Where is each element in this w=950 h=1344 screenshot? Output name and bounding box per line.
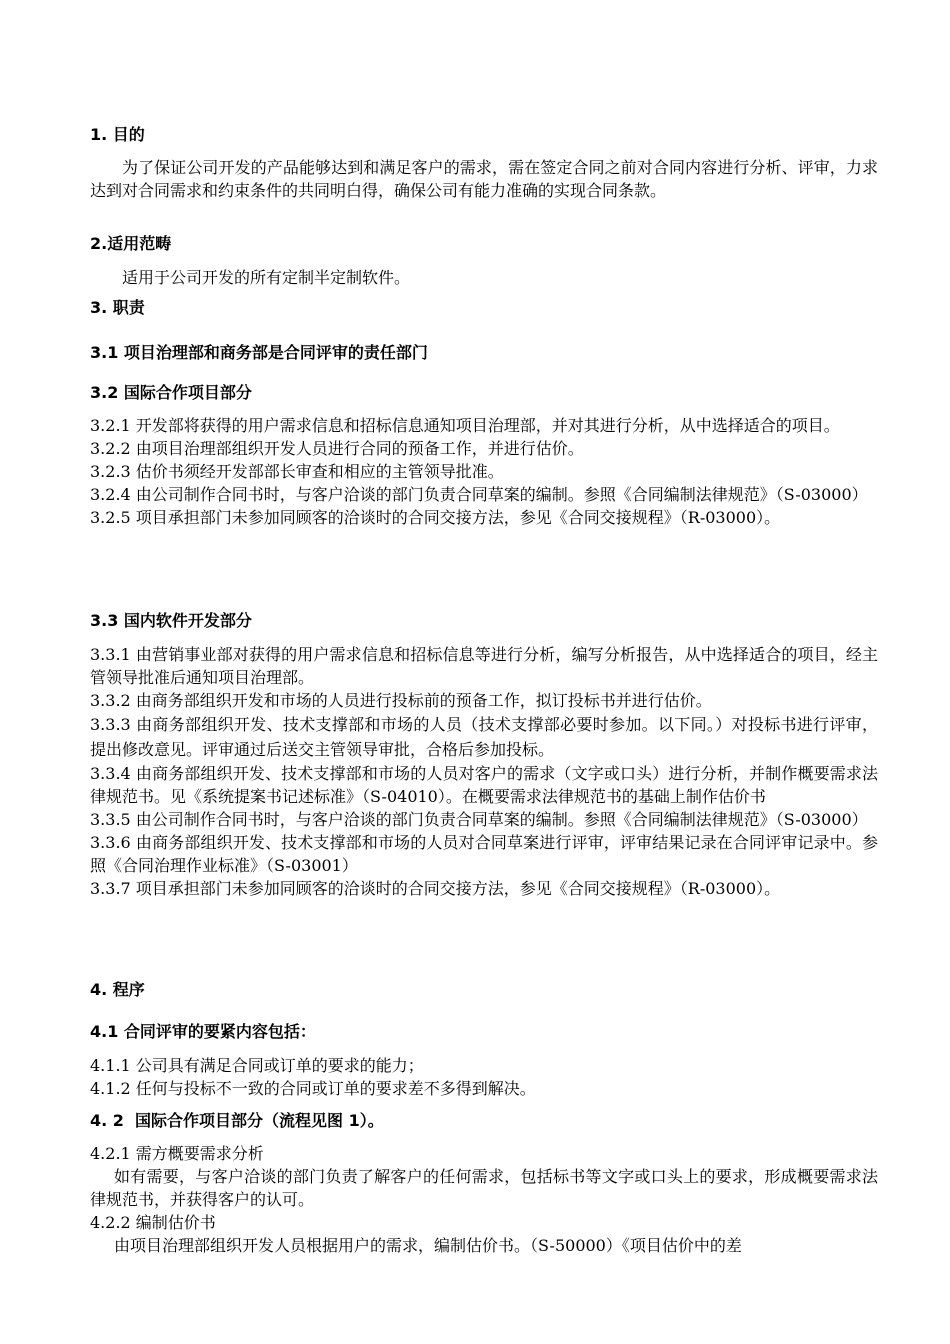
section-1-body: 为了保证公司开发的产品能够达到和满足客户的需求，需在签定合同之前对合同内容进行分析、评审，力求达到对合同需求和约束条件的共同明白得，确保公司有能力准确的实现合同条款。: [90, 158, 878, 200]
section-3-2-list: [90, 414, 878, 529]
section-3-heading: 3. 职责: [90, 298, 145, 317]
list-item: 3.3.5 由公司制作合同书时，与客户洽谈的部门负责合同草案的编制。参照《合同编制法律规范》（S-03000）: [90, 810, 868, 829]
list-item: 3.3.4 由商务部组织开发、技术支撑部和市场的人员对客户的需求（文字或口头）进行分析，并制作概要需求法律规范书。见《系统提案书记述标准》（S-04010）。在概要需求法律规范书的基础上制作估价书: [90, 764, 878, 806]
list-item: 3.2.3 估价书须经开发部部长审查和相应的主管领导批准。: [90, 462, 504, 481]
section-2-body: 适用于公司开发的所有定制半定制软件。: [122, 268, 411, 287]
list-item: 3.3.7 项目承担部门未参加同顾客的洽谈时的合同交接方法，参见《合同交接规程》（R-03000）。: [90, 879, 781, 898]
section-4-1-list: [90, 1054, 878, 1100]
section-1-heading: 1. 目的: [90, 125, 145, 144]
list-item: 4.1.2 任何与投标不一致的合同或订单的要求差不多得到解决。: [90, 1079, 536, 1098]
section-4-2-body: [90, 1142, 878, 1257]
section-3-3-list: [90, 643, 878, 900]
list-item: 3.3.6 由商务部组织开发、技术支撑部和市场的人员对合同草案进行评审，评审结果记录在合同评审记录中。参照《合同治理作业标准》（S-03001）: [90, 833, 878, 875]
list-item: 3.2.1 开发部将获得的用户需求信息和招标信息通知项目治理部，并对其进行分析，从中选择适合的项目。: [90, 416, 840, 435]
section-4-1-heading: 4.1 合同评审的要紧内容包括：: [90, 1022, 316, 1041]
subsection-body: 如有需要，与客户洽谈的部门负责了解客户的任何需求，包括标书等文字或口头上的要求，形成概要需求法律规范书，并获得客户的认可。: [90, 1167, 878, 1209]
list-item: 3.2.4 由公司制作合同书时，与客户洽谈的部门负责合同草案的编制。参照《合同编制法律规范》（S-03000）: [90, 485, 868, 504]
section-3-2-heading: 3.2 国际合作项目部分: [90, 383, 252, 402]
section-3-1-heading: 3.1 项目治理部和商务部是合同评审的责任部门: [90, 343, 428, 362]
section-4-heading: 4. 程序: [90, 980, 145, 999]
list-item: 3.3.2 由商务部组织开发和市场的人员进行投标前的预备工作，拟订投标书并进行估价。: [90, 691, 712, 710]
section-4-2-heading: 4. 2 国际合作项目部分（流程见图 1）。: [90, 1111, 384, 1130]
subsection-title: 4.2.2 编制估价书: [90, 1213, 216, 1232]
subsection-body: 由项目治理部组织开发人员根据用户的需求，编制估价书。（S-50000）《项目估价中的差: [114, 1236, 742, 1255]
section-3-3-heading: 3.3 国内软件开发部分: [90, 611, 252, 630]
subsection-title: 4.2.1 需方概要需求分析: [90, 1144, 264, 1163]
list-item: 3.2.5 项目承担部门未参加同顾客的洽谈时的合同交接方法，参见《合同交接规程》（R-03000）。: [90, 508, 781, 527]
list-item: 3.3.1 由营销事业部对获得的用户需求信息和招标信息等进行分析，编写分析报告，从中选择适合的项目，经主管领导批准后通知项目治理部。: [90, 645, 878, 687]
list-item: 4.1.1 公司具有满足合同或订单的要求的能力；: [90, 1056, 424, 1075]
list-item: 3.2.2 由项目治理部组织开发人员进行合同的预备工作，并进行估价。: [90, 439, 584, 458]
section-2-heading: 2.适用范畴: [90, 234, 172, 253]
list-item: 3.3.3 由商务部组织开发、技术支撑部和市场的人员（技术支撑部必要时参加。以下同。）对投标书进行评审，提出修改意见。评审通过后送交主管领导审批，合格后参加投标。: [90, 715, 878, 759]
